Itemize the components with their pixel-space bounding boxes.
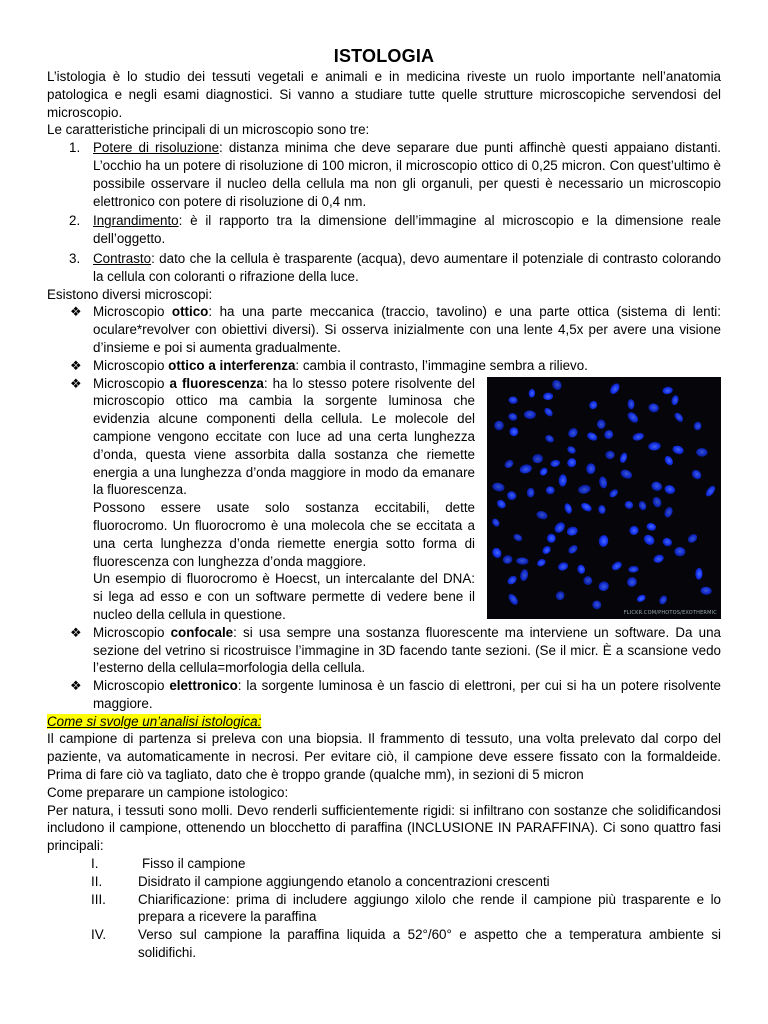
term: Potere di risoluzione	[93, 140, 220, 156]
definition: : dato che la cellula è trasparente (acqua), devo aumentare il potenziale di contrasto colorando la cellula con coloranti o rifrazione della luce.	[93, 250, 721, 284]
term: ottico	[171, 304, 209, 320]
microscopes-lead: Esistono diversi microscopi:	[47, 286, 213, 302]
list-item: ❖ Microscopio elettronico: la sorgente luminosa è un fascio di elettroni, per cui si ha un potere risolvente maggiore.	[70, 678, 721, 711]
fluorescence-micrograph-image	[487, 377, 721, 619]
section-paragraph: Il campione di partenza si preleva con una biopsia. Il frammento di tessuto, una volta prelevato dal corpo del paziente, va automaticamente in necrosi. Per evitare ciò, il campione deve essere fissato con la formaldeide. Prima di fare ciò va tagliato, dato che è troppo grande (qualche mm), in sezioni di 5 micron	[47, 731, 721, 783]
list-item: ❖ FLICKR.COM/PHOTOS/EXOTHERMIC Microscopio a fluorescenza: ha lo stesso potere risolvente del microscopio ottico ma cambia la sorgente luminosa che evidenzia alcune componenti della cellula. Le molecole del campione vengono eccitate con luce ad una certa lunghezza d’onda, questa viene assorbita dalla sostanza che riemette energia a una lunghezza d’onda maggiore in modo da emanare la fluorescenza. Possono essere usate solo sostanza eccitabili, dette fluorocromo. Un fluorocromo è una molecola che se eccitata a una certa lunghezza d’onda riemette energia sotto forma di fluorescenza con lunghezza d’onda maggiore. Un esempio di fluorocromo è Hoecst, un intercalante del DNA: si lega ad esso e con un software permette di vedere bene il nucleo della cellula in questione.	[47, 375, 721, 624]
phases-list	[47, 855, 721, 962]
intro-paragraph: L’istologia è lo studio dei tessuti vegetali e animali e in medicina riveste un ruolo importante nell’anatomia patologica e negli esami diagnostici. Si vanno a studiare tutte quelle strutture microscopiche servendosi del microscopio.	[47, 69, 721, 120]
characteristics-list	[47, 139, 721, 285]
term: Ingrandimento	[93, 213, 179, 229]
list-item: ❖ Microscopio ottico a interferenza: cambia il contrasto, l’immagine sembra a rilievo.	[70, 357, 588, 373]
list-number: III.	[91, 891, 106, 907]
diamond-bullet-icon: ❖	[70, 624, 82, 640]
list-item	[47, 250, 721, 286]
list-item-continuation: Un esempio di fluorocromo è Hoecst, un intercalante del DNA: si lega ad esso e con un software permette di vedere bene il nucleo della cellula in questione.	[93, 571, 475, 622]
list-item: I. Fisso il campione	[91, 856, 246, 872]
definition: : è il rapporto tra la dimensione dell’immagine al microscopio e la dimensione reale dell’oggetto.	[93, 213, 721, 247]
list-item: III. Chiarificazione: prima di includere aggiungo xilolo che rende il campione più trasparente e lo prepara a ricevere la paraffina	[91, 891, 721, 925]
list-item: ❖ Microscopio confocale: si usa sempre una sostanza fluorescente ma interviene un software. Da una sezione del vetrino si ricostruisce l’immagine in 3D facendo tante sezioni. (Se il micr. È a scansione vedo l’esterno della cellula=morfologia della cellula.	[70, 624, 721, 676]
term: Contrasto	[93, 250, 152, 266]
page-title: ISTOLOGIA	[333, 46, 435, 66]
intro-list-lead: Le caratteristiche principali di un microscopio sono tre:	[47, 122, 370, 138]
term: a fluorescenza	[169, 375, 264, 391]
diamond-bullet-icon: ❖	[70, 375, 82, 391]
list-number: 2.	[69, 213, 81, 229]
list-number: II.	[91, 873, 103, 889]
nuclei-image	[487, 377, 721, 619]
diamond-bullet-icon: ❖	[70, 678, 82, 694]
diamond-bullet-icon: ❖	[70, 304, 82, 320]
section-heading: Come si svolge un’analisi istologica:	[47, 713, 262, 729]
diamond-bullet-icon: ❖	[70, 357, 82, 373]
list-number: IV.	[91, 927, 107, 943]
list-item	[47, 139, 721, 210]
term: elettronico	[169, 678, 238, 694]
term: ottico a interferenza	[168, 357, 296, 373]
microscopes-list	[47, 303, 721, 712]
list-number: I.	[91, 856, 99, 872]
image-credit: FLICKR.COM/PHOTOS/EXOTHERMIC	[623, 609, 717, 616]
term: confocale	[170, 624, 234, 640]
list-number: 3.	[69, 250, 81, 266]
section-paragraph: Per natura, i tessuti sono molli. Devo renderli sufficientemente rigidi: si infiltrano con sostanze che solidificandosi includono il campione, ottenendo un blocchetto di paraffina (INCLUSIONE IN PARAFFINA). Ci sono quattro fasi principali:	[47, 802, 721, 854]
list-item: IV. Verso sul campione la paraffina liquida a 52°/60° e aspetto che a temperatura ambiente si solidifichi.	[91, 927, 721, 961]
section-paragraph: Come preparare un campione istologico:	[47, 784, 289, 800]
list-number: 1.	[69, 140, 81, 156]
list-item: II. Disidrato il campione aggiungendo etanolo a concentrazioni crescenti	[91, 873, 550, 889]
list-item-continuation: Possono essere usate solo sostanza eccitabili, dette fluorocromo. Un fluorocromo è una molecola che se eccitata a una certa lunghezza d’onda riemette energia sotto forma di fluorescenza con lunghezza d’onda maggiore.	[93, 500, 475, 569]
definition: : distanza minima che deve separare due punti affinchè questi appaiano distanti. L’occhio ha un potere di risoluzione di 100 micron, il microscopio ottico di 0,25 micron. Con quest’ultimo è possibile osservare il nucleo della cellula ma non gli organuli, per questi è necessario un microscopio elettronico con potere di risoluzione di 0,4 nm.	[93, 140, 722, 209]
list-item: ❖ Microscopio ottico: ha una parte meccanica (traccio, tavolino) e una parte ottica (sistema di lenti: oculare*revolver con obiettivi diversi). Si osserva inizialmente con una lente 4,5x per avere una visione d’insieme e poi si aumenta gradualmente.	[70, 304, 721, 355]
list-item	[47, 212, 721, 248]
